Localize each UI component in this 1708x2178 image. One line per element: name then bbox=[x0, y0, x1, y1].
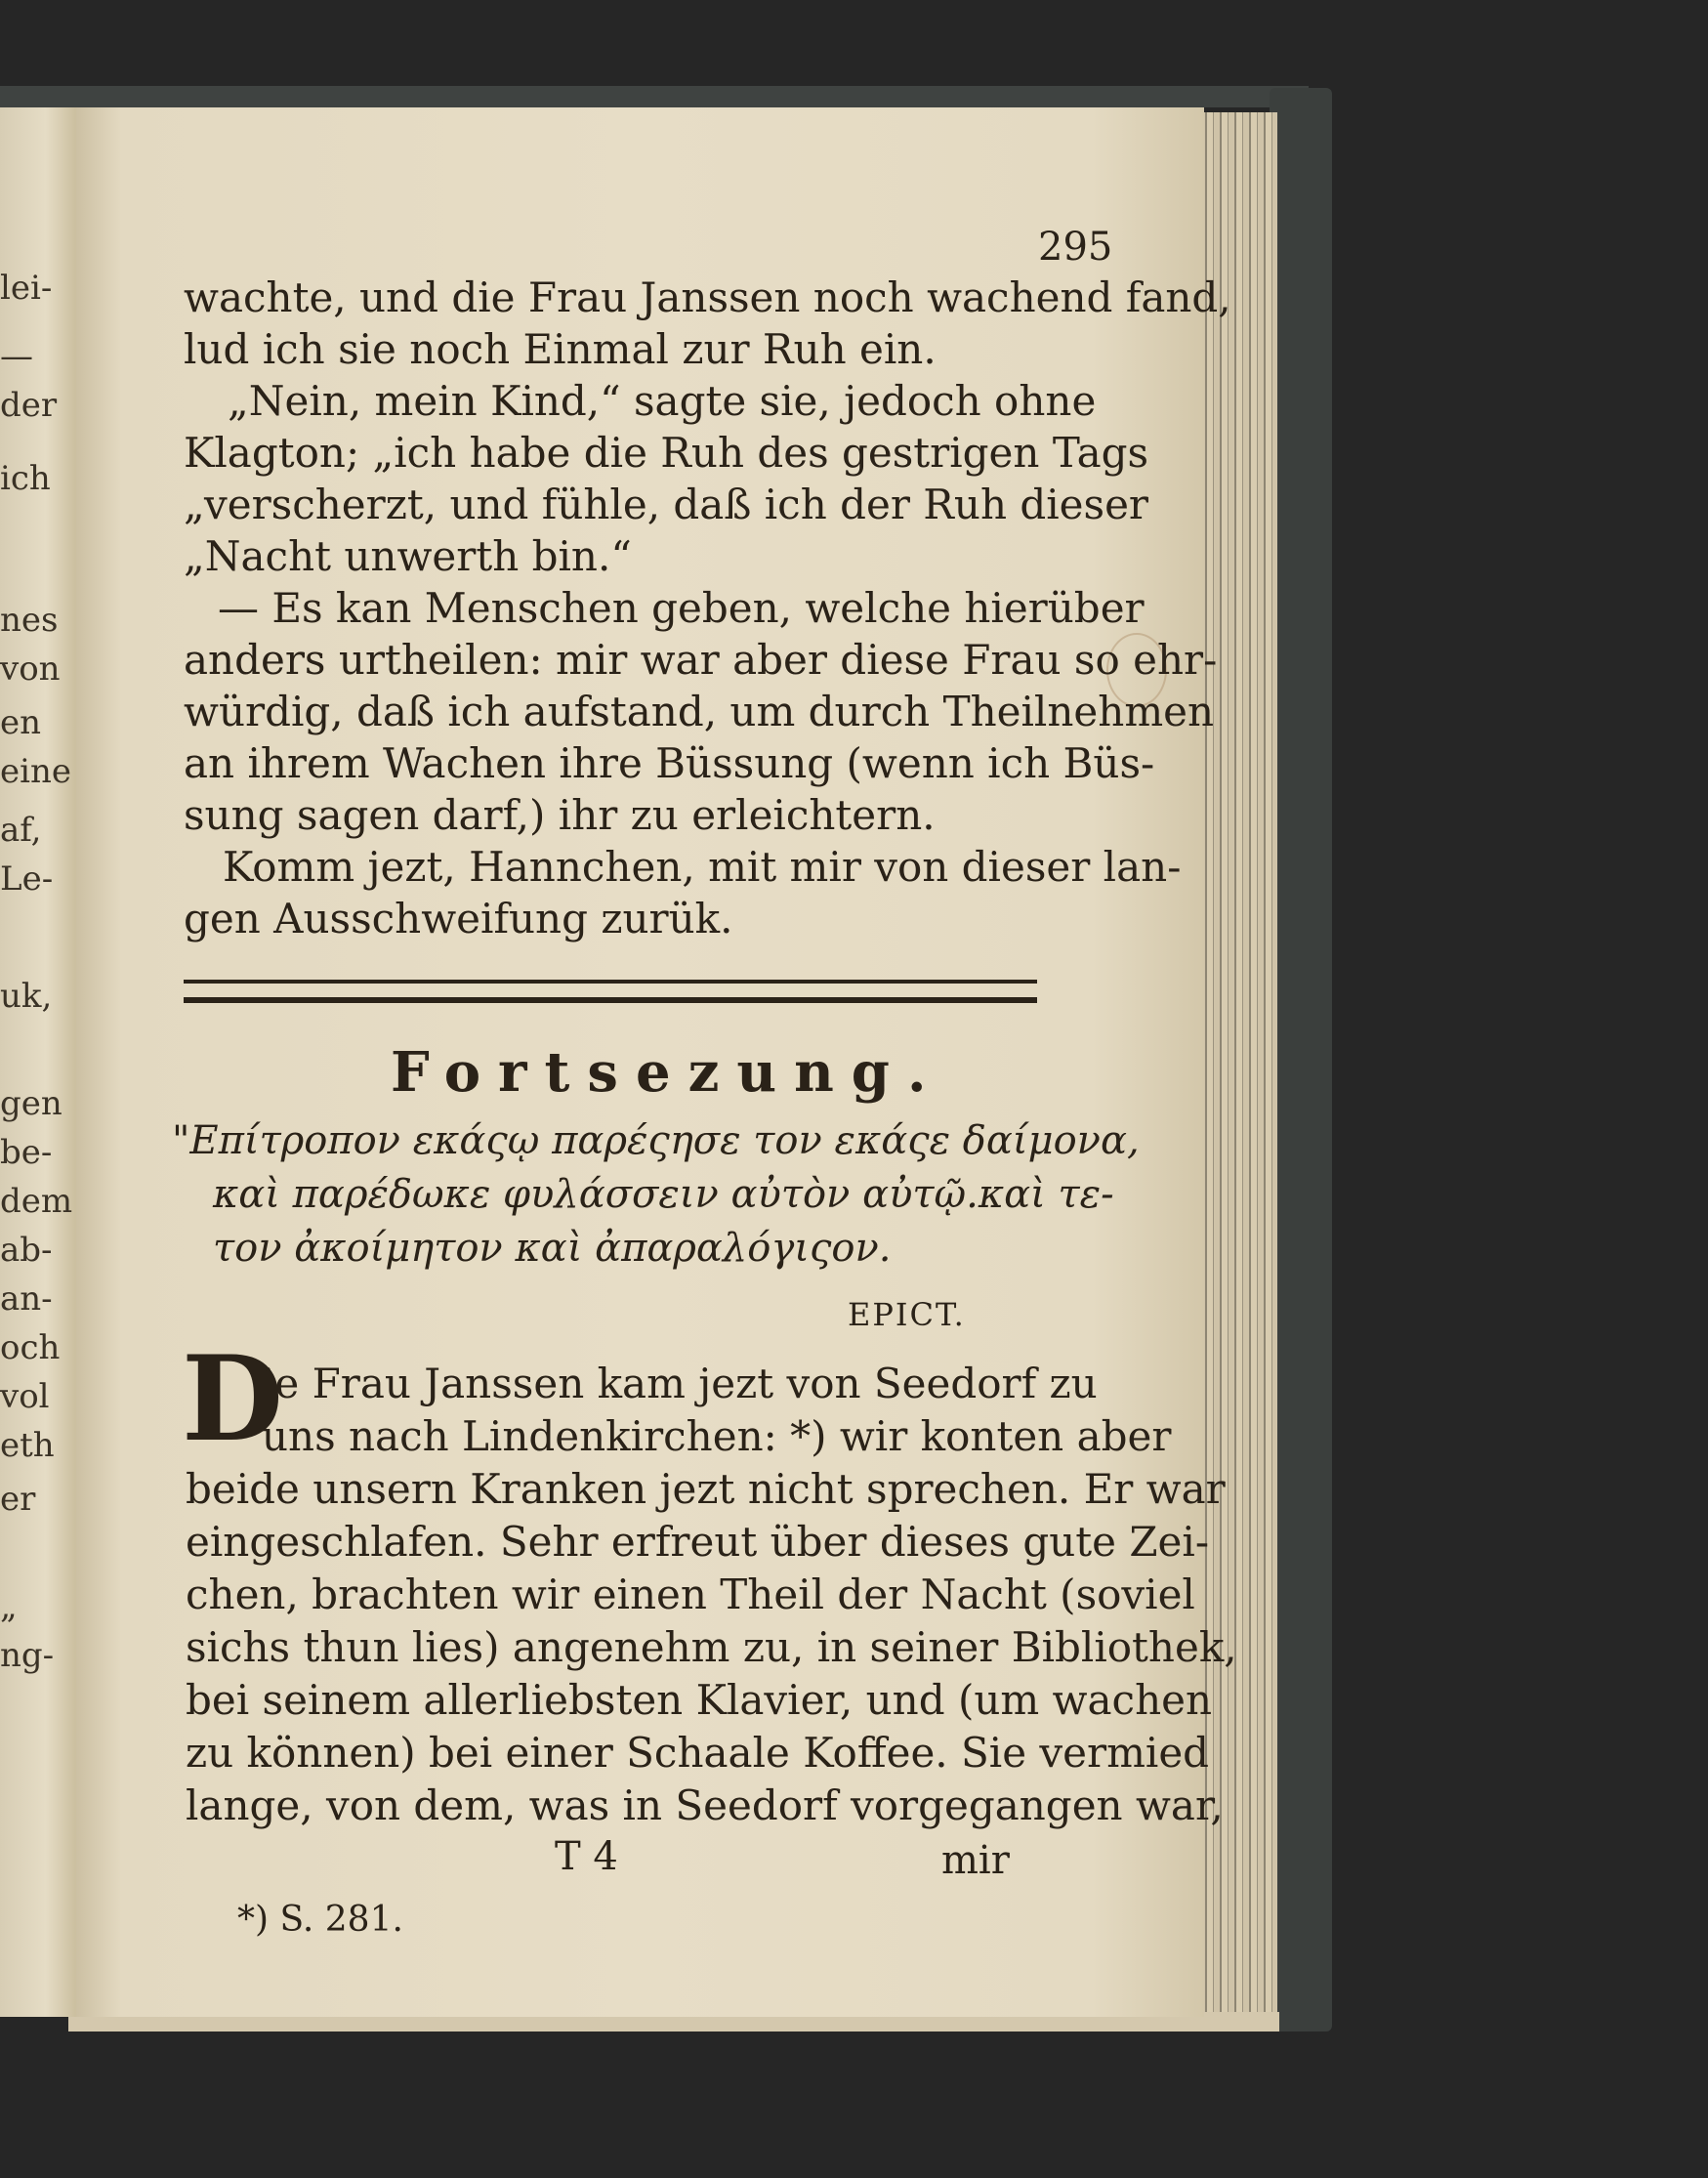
catchword: mir bbox=[941, 1838, 1010, 1883]
text-line: chen, brachten wir einen Theil der Nacht (soviel bbox=[186, 1571, 1195, 1618]
left-page-fragment: uk, bbox=[0, 977, 53, 1016]
left-page-fragment: eine bbox=[0, 752, 72, 791]
left-page-fragment: en bbox=[0, 703, 42, 742]
text-line: „Nacht unwerth bin.“ bbox=[184, 532, 632, 580]
left-page-fragment: Le- bbox=[0, 859, 54, 899]
book-page bbox=[76, 107, 1237, 2017]
left-page-fragment: von bbox=[0, 649, 61, 689]
signature-mark: T 4 bbox=[555, 1834, 618, 1879]
left-page-fragment: dem bbox=[0, 1182, 73, 1221]
page-stack-edge bbox=[1199, 112, 1277, 2017]
page-number: 295 bbox=[1038, 225, 1113, 270]
text-line: „verscherzt, und fühle, daß ich der Ruh dieser bbox=[184, 481, 1149, 528]
text-line: anders urtheilen: mir war aber diese Frau so ehr- bbox=[184, 636, 1218, 684]
text-line: zu können) bei einer Schaale Koffee. Sie vermied bbox=[186, 1729, 1210, 1777]
text-line: „Nein, mein Kind,“ sagte sie, jedoch ohne bbox=[228, 377, 1097, 425]
book-cover-top-edge bbox=[0, 86, 1309, 107]
book-cover-right-edge bbox=[1270, 88, 1332, 2031]
text-line: wachte, und die Frau Janssen noch wachend fand, bbox=[184, 273, 1231, 321]
left-page-fragment: ich bbox=[0, 459, 51, 498]
epigraph-line: τον ἀκοίμητον καὶ ἀπαραλόγιςον. bbox=[213, 1226, 892, 1271]
left-page-fragment: eth bbox=[0, 1426, 55, 1465]
text-line: eingeschlafen. Sehr erfreut über dieses gute Zei- bbox=[186, 1518, 1210, 1566]
text-line: — Es kan Menschen geben, welche hierüber bbox=[218, 584, 1145, 632]
left-page-sliver bbox=[0, 107, 76, 2017]
epigraph-line: καὶ παρέδωκε φυλάσσειν αὐτὸν αὐτῷ.καὶ τε- bbox=[213, 1172, 1114, 1217]
text-line: sichs thun lies) angenehm zu, in seiner Bibliothek, bbox=[186, 1623, 1237, 1671]
left-page-fragment: an- bbox=[0, 1279, 53, 1319]
text-line: beide unsern Kranken jezt nicht sprechen. Er war bbox=[186, 1465, 1226, 1513]
section-heading: Fortsezung. bbox=[391, 1040, 944, 1105]
left-page-fragment: nes bbox=[0, 601, 59, 640]
drop-capital: D bbox=[182, 1330, 284, 1468]
text-line: Komm jezt, Hannchen, mit mir von dieser lan- bbox=[223, 843, 1182, 891]
text-line: uns nach Lindenkirchen: *) wir konten aber bbox=[262, 1412, 1172, 1460]
text-line: bei seinem allerliebsten Klavier, und (um wachen bbox=[186, 1676, 1213, 1724]
epigraph-line: "Επίτροπον εκάςῳ παρέςησε τον εκάςε δαίμονα, bbox=[172, 1118, 1140, 1163]
left-page-fragment: der bbox=[0, 386, 58, 425]
footnote: *) S. 281. bbox=[237, 1900, 403, 1940]
text-line: würdig, daß ich aufstand, um durch Theilnehmen bbox=[184, 688, 1215, 735]
left-page-fragment: — bbox=[0, 337, 33, 376]
text-line: sung sagen darf,) ihr zu erleichtern. bbox=[184, 791, 936, 839]
text-line: gen Ausschweifung zurük. bbox=[184, 895, 733, 942]
left-page-fragment: ng- bbox=[0, 1636, 55, 1675]
left-page-fragment: ab- bbox=[0, 1231, 53, 1270]
text-line: lange, von dem, was in Seedorf vorgegangen war, bbox=[186, 1781, 1224, 1829]
left-page-fragment: er bbox=[0, 1480, 36, 1519]
text-line: lud ich sie noch Einmal zur Ruh ein. bbox=[184, 325, 937, 373]
section-divider-rule bbox=[184, 980, 1037, 1003]
epigraph-attribution: EPICT. bbox=[848, 1296, 966, 1333]
left-page-fragment: lei- bbox=[0, 269, 53, 308]
left-page-fragment: gen bbox=[0, 1084, 62, 1123]
text-line: ie Frau Janssen kam jezt von Seedorf zu bbox=[262, 1360, 1098, 1407]
left-page-fragment: vol bbox=[0, 1377, 50, 1416]
left-page-fragment: „ bbox=[0, 1587, 18, 1626]
left-page-fragment: och bbox=[0, 1328, 61, 1367]
text-line: an ihrem Wachen ihre Büssung (wenn ich Büs- bbox=[184, 739, 1155, 787]
left-page-fragment: be- bbox=[0, 1133, 53, 1172]
left-page-fragment: af, bbox=[0, 811, 42, 850]
text-line: Klagton; „ich habe die Ruh des gestrigen Tags bbox=[184, 429, 1149, 477]
